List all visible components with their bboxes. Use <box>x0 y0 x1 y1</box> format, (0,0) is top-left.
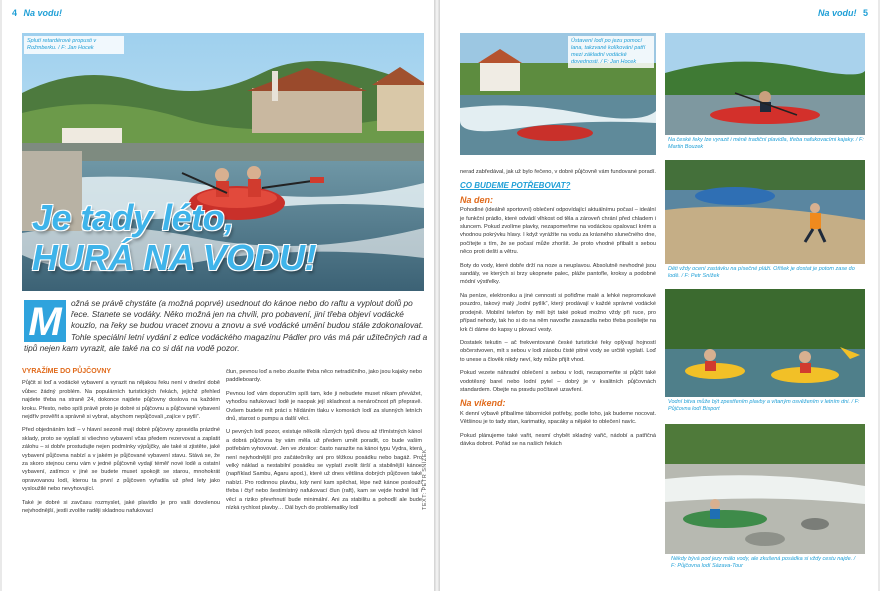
left-page <box>2 0 434 591</box>
subheading-day: Na den: <box>460 194 494 205</box>
section-heading: VYRAŽÍME DO PŮJČOVNY <box>22 368 112 375</box>
left-folio <box>12 8 62 18</box>
beach-image <box>665 160 865 264</box>
left-column-2 <box>226 368 422 518</box>
hero-caption: Splutí retardérové propusti v Rožmberku. / F: Jan Hocek <box>24 36 124 54</box>
photo-beach <box>665 160 865 264</box>
hero-title <box>32 198 316 278</box>
paragraph: Pokud plánujeme také vařit, nesmí chybět skladný vařič, nádobí a patřičná dávka dobrot. Pořád se na našich řekách <box>460 432 656 447</box>
paragraph: K denní výbavě přibalíme tábornické potřeby, podle toho, jak budeme nocovat. Většinou je to tady stan, karimatky, spacáky a nějaké to oblečení navíc. <box>460 410 656 426</box>
paragraph: Před objednáním lodí – v hlavní sezoně mají dobré půjčovny zpravidla prázdné sklady, proto se vyplatí si všechno vybavení včas předem rezervovat a zaplatit zálohu – si dobře prostudujte nejen podmínky výpůjčky, ale také si zjistěte, jaké vybavení půjčovna nabízí a v jakém je půjčované vybavení stavu. Stává se, že za skoro stejnou cenu vám v jedné půjčovně vydají téměř nové lodě a ostatní vybavení, zatímco v jiné se budete muset spokojit se starou, mnohokrát opravovanou lodí, kterou ta první z půjčoven vyřadila už před lety jako vysloužilé nebo nevyhovující. <box>22 427 220 493</box>
page-number: 5 <box>862 8 868 18</box>
photo-caption: Ústavení lodí po jezu pomocí lana, takzvané kolíkování patří mezi základní vodácké dovednosti. / F: Jan Hocek <box>568 36 654 68</box>
section-label: Na vodu! <box>23 8 63 18</box>
paragraph: U pevných lodí pozor, existuje několik různých typů divou až třímístných kánoí a dobrá půjčovna by vám měla už předem umět poradit, co bude vašim potřebám vyhovovat. Jen ve zkratce: často narazíte na kánoi typu Vydra, která není nejvhodnější pro začátečníky ani pro těžkou posádku nebo bagáž. Pro velký náklad a nestabilní posádku se vyplatí zvolit širší a stabilnější kánoe (například Sambu, Agaru apod.), které už dnes většina dobrých půjčoven také nabízí. Pro rodinnou plavbu, kdy není kam spěchat, lépe než kánoe poslouží třeba i čtyř nebo šestimístný nafukovací člun (raft), kam se vejde hodně lidí i věcí a riziko převrhnutí bude minimální. Ani za stabilitu a pohodlí ale bude nízká rychlost plavby… Dál bych do problematiky lodí <box>226 429 422 512</box>
photo-caption: Někdy bývá pod jezy málo vody, ale zkušená posádka si vždy cestu najde. / F: Půjčovna lodí Sázava-Tour <box>668 554 864 572</box>
page-number: 4 <box>12 8 18 18</box>
photo-water-fight <box>665 289 865 397</box>
lead-text: ožná se právě chystáte (a možná poprvé) usednout do kánoe nebo do raftu a vyplout dolů po řece. Stanete se vodáky. Něko možná jen na chvíli, pro pobavení, jiní třeba objeví vodácké kouzlo, na řeky se budou vracet znovu a znovu a své vodácké umění budou stále zdokonalovat. Tohle speciální letní vydání z edice vodáckého magazínu Pádler pro vás má pár užitečných rad a tipů nejen kam vyrazit, ale také na co si dát na vodě pozor. <box>24 298 428 353</box>
paragraph: Pevnou loď vám doporučím spíš tam, kde ji nebudete muset nikam převážet, vyhoďou nafukovací lodě je naopak její skladnost a nenáročnost při přepravě. Ovšem budete mít práci s hlídáním tlaku v komorách lodí za slunných letních dnů, starost o pumpu a další věci. <box>226 390 422 423</box>
left-column-1 <box>22 368 220 521</box>
right-folio <box>818 8 868 18</box>
water-fight-image <box>665 289 865 397</box>
photo-caption: Vodní bitva může být zpestřením plavby a vítaným osvěžením v letním dni. / F: Půjčovna lodí Bisport <box>668 399 860 412</box>
paragraph: nerad zabředával, jak už bylo řečeno, v dobré půjčovně vám fundované poradí. <box>460 169 656 175</box>
hero-title-line1: Je tady léto, <box>32 197 234 238</box>
lead-paragraph <box>24 298 428 354</box>
paragraph: člun, pevnou loď a nebo zkusíte třeba něco netradičního, jako jsou kajaky nebo paddleboardy. <box>226 369 422 384</box>
photo-shallow-weir <box>665 424 865 554</box>
photo-kayak <box>665 33 865 135</box>
photo-caption: Na české řeky lze vyrazit i méně tradiční plavidla, třeba nafukovacími kajaky. / F: Martin Bouzek <box>668 137 864 150</box>
paragraph: Půjčit si loď a vodácké vybavení a vyrazit na nějakou řeku není v dnešní době vůbec žádný problém. Na populárních turistických řekách, jejichž přehled najdete třeba na straně 24, dokonce najdete půjčovny doslova na každém kroku. Přesto, nebo spíš právě proto je dobré si půjčovnu a půjčované vybavení nejdřív prověřit a správně si vybrat, abychom nepůjčovali „zajíce v pytli“. <box>22 380 220 421</box>
section-label: Na vodu! <box>817 8 857 18</box>
author-credit: TEXT: PETR SNÍŽEK <box>422 448 428 510</box>
paragraph: Pokud vezete náhradní oblečení s sebou v lodi, nezapomeňte si půjčit také vodotěsný barel nebo lodní pytel – dobrý je v kvalitních půjčovnách standardem. Obejte na pravdu počítavé uzavření. <box>460 370 656 393</box>
right-text-column <box>460 168 656 453</box>
photo-caption: Děti vždy ocení zastávku na písečné pláži. Ořišek je dostat je potom zase do lodě. / F: Petr Snížek <box>668 266 855 279</box>
paragraph: Na peníze, elektroniku a jiné cennosti si pořiďme malé a lehké nepromokavé pouzdro, takový malý „lodní pytlík“, který prodávají v každé správné vodácké prodejně. Mobilní telefon by měl být také pokud možno vždy při ruce, pro případ nehody, tak ho si do na něm navoďte zavazadla nebo třeba posílejte na krk či dáme do kapsy u plovací vesty. <box>460 292 656 333</box>
kayak-image <box>665 33 865 135</box>
subheading-weekend: Na víkend: <box>460 398 506 409</box>
paragraph: Také je dobré si zavčasu rozmyslet, jaké plavidlo je pro vaši dovolenou nejvhodnější, jestli zvolíte raději skladnou nafukovací <box>22 499 220 515</box>
right-page <box>440 0 878 591</box>
section-heading: CO BUDEME POTŘEBOVAT? <box>460 181 571 191</box>
paragraph: Boty do vody, které dobře drží na noze a neuplavou. Absolutně nevhodné jsou sandály, ve kterých si brzy ukopnete palec, pláže pantofle, kroksy a podobné módní výstřelky. <box>460 262 656 286</box>
hero-title-line2: HURÁ NA VODU! <box>32 237 317 278</box>
paragraph: Pohodlné (ideálně sportovní) oblečení odpovídající aktuálnímu počasí – ideální je funkční prádlo, které odvádí vlhkost od těla a zároveň chrání před chladem i sluncem. Pokud zvolíme plavky, nezapomeňme na vodáckou opalovací krém a vhodnou pokrývku hlavy. I když vyrážíte na vodu za krásného slunečného dne, počítejte s tím, že se počasí může zhoršit. Je proto vhodné přibalit s sebou něco proti dešti a větru. <box>460 207 656 256</box>
shallow-weir-image <box>665 424 865 554</box>
paragraph: Dostatek tekutin – ač frekventované české turistické řeky oplývají hojností občerstvoven, mít s sebou v lodi zásobu čisté pitné vody se určitě vyplatí. Loď to unese a člověk nikdy neví, kdy může přijít vhod. <box>460 339 656 363</box>
drop-cap: M <box>24 300 66 342</box>
